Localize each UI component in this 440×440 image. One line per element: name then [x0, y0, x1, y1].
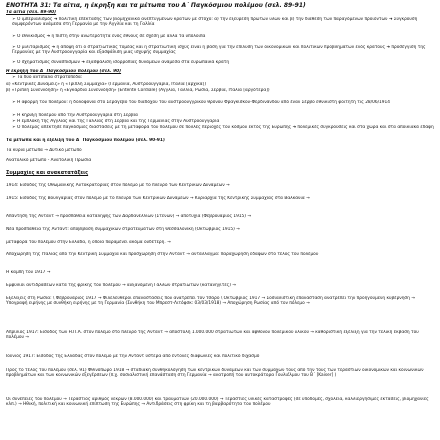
event-item: Απρίλιος 1917: Είσοδος των Η.Π.Α. στον πόλεμο στο πλευρό της Αντάντ → αποστολή 1.000.000 στρατιωτών και άφθονου πολεμικού υλικού → καθοριστική εξέλιξη για την τελική έκβαση του πολέμου → — [6, 330, 419, 340]
cause-imperialism: ➢ Ο ιμπεριαλισμός ➜ πολιτική επέκτασης των βιομηχανικά ανεπτυγμένων κρατών με στόχο: α) την εξεύρεση πρώτων υλών και β) την διάθεση των παραγόμενων προϊόντων ➜ Σύγκρουση συμφερόντων ανάμεσα στη Γερμανία με την Αγγλία και τη Γαλλία — [12, 17, 418, 27]
event-item: 1914: Είσοδος της Οθωμανικής Αυτοκρατορίας στον πόλεμο με το πλευρό των Κεντρικών Δυνάμεων → — [6, 183, 230, 188]
event-item: μεταφορά του πολέμου στην Ελλάδα, η οποία παραμένει ακόμα ουδέτερη. → — [6, 240, 171, 245]
page-title: ΕΝΟΤΗΤΑ 31: Τα αίτια, η έκρηξη και τα μέτωπα του Α΄ Παγκόσμιου πολέμου (σελ. 89-91) — [6, 2, 306, 9]
event-item: Απάντηση της Αντάντ → προσπάθεια κατάληψης των Δαρδανελλίων (Στενών) → αποτυχία (Φεβρουάριος 1915) → — [6, 214, 251, 219]
section-heading-outbreak: Η έκρηξη του Α΄ Παγκόσμιου πολέμου (σελ. 90) — [6, 69, 122, 74]
cause-nationalism: ➢ Ο εθνικισμός ➜ η πίστη στην ανωτερότητα ενός έθνους σε σχέση με άλλα τα υπόλοιπα — [12, 34, 206, 39]
section-heading-fronts: Τα μέτωπα και η εξέλιξη του Α΄ Παγκόσμιου πολέμου (σελ. 90-91) — [6, 138, 165, 143]
section-heading-causes: Τα αίτια (σελ. 89-90) — [6, 10, 57, 15]
event-item: Νέα προσπάθεια της Αντάντ: αποβίβαση συμμαχικών στρατευμάτων στη Θεσσαλονίκη (Οκτώβριος 1915) → — [6, 227, 240, 232]
event-item: Οι συνέπειες του πολέμου → Τεράστιος αριθμός νεκρών (8.000.000) και τραυματιών (20.000.000) → Τεράστιες υλικές καταστροφές (σε υποδομές, σχολεία, καλλιεργήσιμες εκτάσεις, βιομηχανίες κλπ.) → Ηθική, πολιτική και κοινωνική επίπτωση της Ευρώπης → Αντιδράσεις στη φρίκη και τη βαρβαρότητα του πολέμου — [6, 397, 429, 407]
event-item: Αποχώρηση της Ιταλίας από την Κεντρική Συμμαχία και προσχώρηση στην Αντάντ → αντάλλαγμα: παραχώρηση εδαφών στο τέλος του πολέμου — [6, 252, 319, 257]
outbreak-declaration: ➢ Η κήρυξη πολέμου από την Αυστροουγγαρία στη Σερβία — [12, 113, 139, 118]
outbreak-intro: ➢ Τα δύο αντίπαλα στρατόπεδα: — [12, 75, 83, 80]
fronts-east: Ανατολικό μέτωπο - Ανατολική Πρωσία — [6, 158, 92, 163]
outbreak-trigger: ➢ Η αφορμή του πολέμου: η δολοφονία στο Σεράγεβο του διαδόχου του αυστροουγγρικού θρόνου Φραγκίσκου-Φερδινάνδου από έναν Σέρβο εθνικιστή φοιτητή τις 28/06/1914 — [12, 100, 390, 105]
camp-central-powers: α) «Κεντρικές Δυνάμεις» ή «Τριπλή Συμμαχία» (Γερμανία, Αυστροουγγαρία, Ιταλία [αρχικά]) — [6, 82, 206, 87]
event-item: Προς το τέλος του πολέμου (σελ. 91) Φθινόπωρο 1918 → σταδιακή συνθηκολόγηση των κεντρικών δυνάμεων και των συμμάχων τους από την τους των τεράστιων οικονομικών και κοινωνικών προβλημάτων και των κοινωνικών εξεγέρσεων (π.χ. σοσιαλιστική επανάσταση στη Γερμανία → ανατροπή του αυτοκράτορα Γουλιέλμου του Β΄ [Kaiser] ) — [6, 368, 424, 378]
fronts-main: Τα κύρια μέτωπα → Δυτικό μέτωπο — [6, 148, 82, 153]
event-item: Εμφύλιοι αντιδράσεων κατά της φρίκης του πολέμου → αυξανόμενη Γάλλων στρατιωτών (κατανηγίτες) → — [6, 283, 236, 288]
camp-entente: β) «Τριπλή Συνεννόηση» ή «Εγκάρδια Συνεννόηση» [Entente Cordiale] (Αγγλία, Γαλλία, Ρωσία, Σερβία, Ιταλία [αργότερα]) — [6, 88, 270, 93]
cause-alliances: ➢ Ο σχηματισμός συνασπισμών ➜ εξασφάλιση ισορροπίας δυνάμεων ανάμεσα στα ευρωπαϊκά κράτη — [12, 60, 230, 65]
outbreak-global: ➢ Ο πόλεμος απέκτησε παγκόσμιες διαστάσεις με τη μεταφορά του πολέμου σε πολλές περιοχές του κόσμου εκτός της Ευρώπης ➜ πολεμικές συγκρούσεις και στα χώρα και στα αποικιακά εδάφη — [12, 125, 434, 130]
cause-militarism: ➢ Ο μιλιταρισμός ➜ η άποψη ότι ο στρατιωτικός τομέας και η στρατιωτική ισχύς είναι η βάση για την επίλυση των οικονομικών και πολιτικών προβλημάτων ενός κράτους ➜ προσέγγιση της Γερμανίας με την Αυστροουγγαρία και εξασφάλιση μιας ισχυρής συμμαχίας — [12, 45, 426, 55]
event-item: 1915: Είσοδος της Βουλγαρίας στον πόλεμο με το πλευρό των Κεντρικών Δυνάμεων → Κυριαρχία της Κεντρικής Συμμαχίας στα Βαλκάνια → — [6, 196, 310, 201]
event-item: Η καμπή του 1917 → — [6, 270, 51, 275]
event-item: Ιούνιος 1917: Είσοδος της Ελλάδας στον πόλεμο με την Αντάντ ύστερα από έντονες διαφωνίες και πολιτικό διχασμό — [6, 354, 260, 359]
section-heading-alliances: Συμμαχίες και ανακατατάξεις — [6, 170, 89, 176]
event-item: Εξελίξεις στη Ρωσία: \ Φεβρουάριος 1917 → Φιλελεύθεροι επαναστάσεις που ανατρέπει τον τσάρο \ Οκτώβριος 1917 → Σοσιαλιστική επανάσταση ανατρέπει την προηγούμενη κυβέρνηση → Υπογραφή ειρήνης με συνθήκη ειρήνης με τη Γερμανία (Συνθήκη του Μπρεστ-Λιτόφσκ: 03/03/1918) → Αποχώρηση Ρωσίας από τον πόλεμο → — [6, 296, 415, 306]
outbreak-involvement: ➢ Η εμπλοκή της Αγγλίας και της Γαλλίας στη Σερβία και της Γερμανίας στην Αυστροουγγαρία — [12, 119, 220, 124]
